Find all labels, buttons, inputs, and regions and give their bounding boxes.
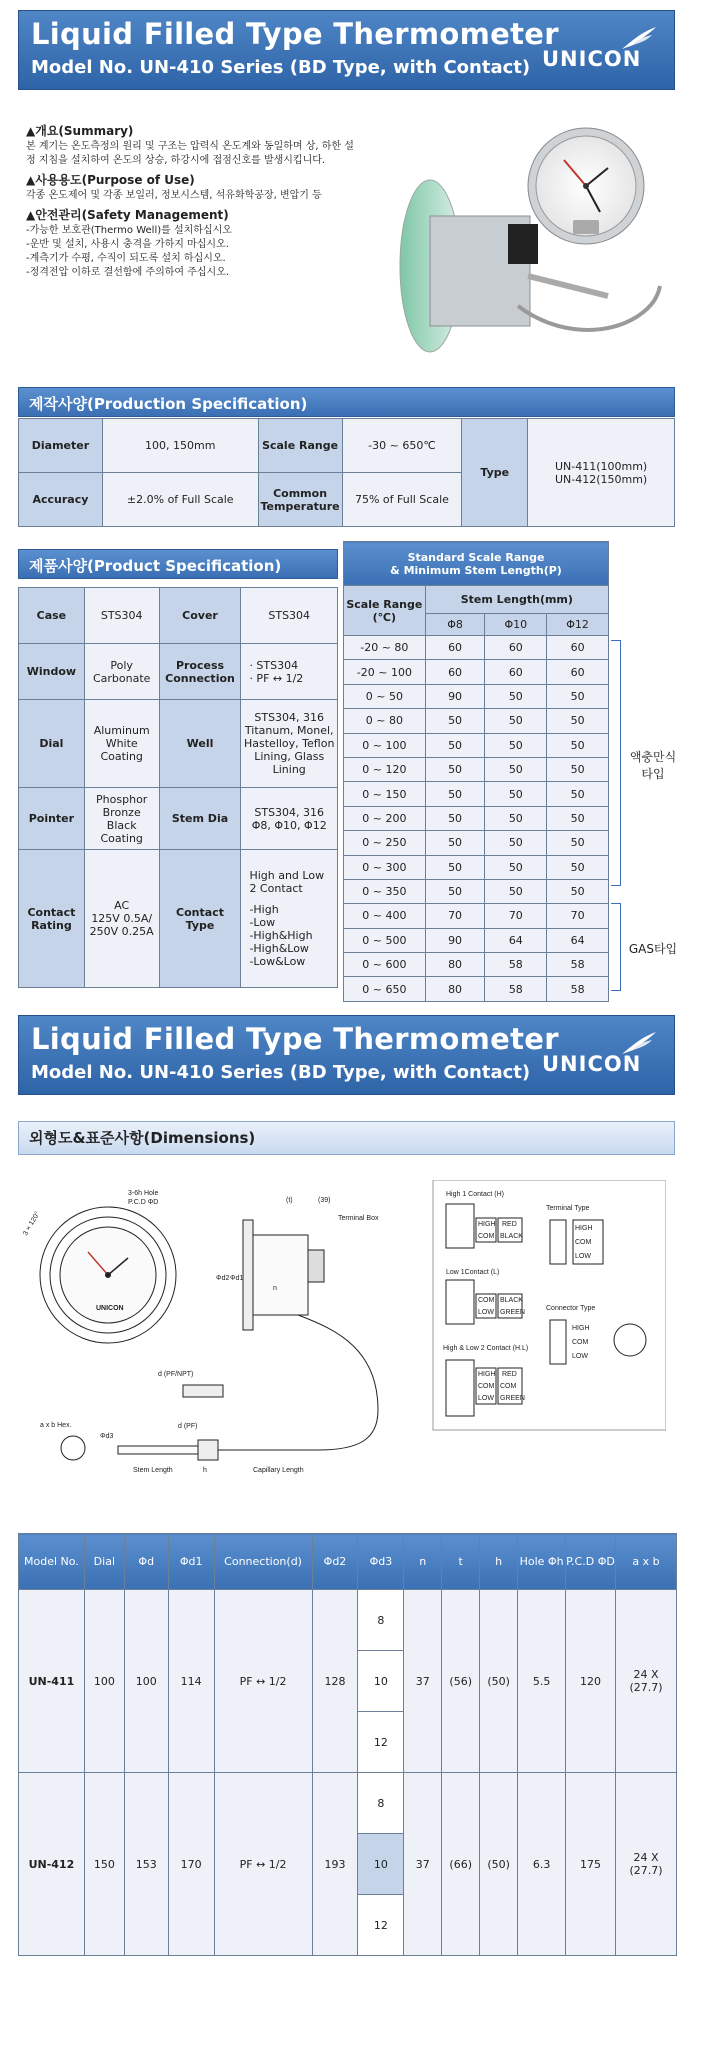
dim-cell-d3: 12 [358, 1895, 404, 1956]
diameter-label: Diameter [19, 419, 103, 473]
window-label: Window [19, 644, 85, 700]
liquid-type-label: 액충만식 타입 [629, 750, 677, 781]
dim-cell-d3: 8 [358, 1773, 404, 1834]
stem-length-cell: 50 [425, 831, 485, 855]
stem-length-cell: 50 [547, 831, 609, 855]
svg-text:UNICON: UNICON [96, 1305, 124, 1312]
page-subtitle: Model No. UN-410 Series (BD Type, with Contact) [31, 57, 531, 78]
safety-heading: ▲안전관리(Safety Management) [26, 208, 229, 222]
svg-text:GREEN: GREEN [500, 1395, 525, 1402]
product-spec-table [18, 587, 338, 988]
scale-row [344, 977, 609, 1001]
scale-range-table [343, 541, 609, 1002]
svg-text:HIGH: HIGH [478, 1371, 496, 1378]
safety-item: -정격전압 이하로 결선함에 주의하여 주십시오. [26, 267, 230, 278]
title-banner [18, 10, 675, 90]
scale-range-cell: 0 ~ 500 [344, 928, 426, 952]
svg-text:BLACK: BLACK [500, 1297, 523, 1304]
stem-length-cell: 80 [425, 977, 485, 1001]
stem-length-cell: 50 [485, 733, 547, 757]
svg-text:RED: RED [502, 1221, 517, 1228]
svg-text:RED: RED [502, 1371, 517, 1378]
dim-cell-d: 153 [124, 1773, 168, 1956]
svg-text:BLACK: BLACK [500, 1233, 523, 1240]
stem-dia-value: STS304, 316 Φ8, Φ10, Φ12 [241, 788, 338, 850]
scale-range-cell: 0 ~ 150 [344, 782, 426, 806]
stem-length-cell: 50 [547, 757, 609, 781]
scale-range-value: -30 ~ 650℃ [342, 419, 462, 473]
svg-text:3 × 120°: 3 × 120° [22, 1210, 42, 1238]
scale-range-cell: -20 ~ 80 [344, 636, 426, 660]
process-connection-label: Process Connection [159, 644, 241, 700]
page-title-2: Liquid Filled Type Thermometer [31, 1022, 559, 1056]
svg-text:Terminal Box: Terminal Box [338, 1215, 379, 1222]
scale-row [344, 953, 609, 977]
svg-text:COM: COM [572, 1339, 589, 1346]
stem-length-cell: 90 [425, 928, 485, 952]
common-temperature-label: Common Temperature [258, 473, 342, 527]
svg-text:P.C.D ΦD: P.C.D ΦD [128, 1199, 159, 1206]
dim-cell-ab: 24 X (27.7) [615, 1773, 676, 1956]
stem-length-cell: 64 [547, 928, 609, 952]
contact-rating-value: AC 125V 0.5A/ 250V 0.25A [84, 850, 159, 988]
contact-type-value: High and Low 2 Contact -High -Low -High&High -High&Low -Low&Low [241, 850, 338, 988]
dim-header-cell: n [404, 1534, 442, 1590]
pointer-value: Phosphor Bronze Black Coating [84, 788, 159, 850]
dimensions-header: 외형도&표준사항(Dimensions) [18, 1121, 675, 1155]
dim-cell-d2: 193 [312, 1773, 358, 1956]
svg-text:Stem Length: Stem Length [133, 1467, 173, 1474]
dim-header-cell: Φd1 [168, 1534, 214, 1590]
dim-header-cell: Φd2 [312, 1534, 358, 1590]
pointer-label: Pointer [19, 788, 85, 850]
dim-cell-dial: 150 [84, 1773, 124, 1956]
stem-length-cell: 50 [425, 806, 485, 830]
stem-length-cell: 50 [547, 684, 609, 708]
unicon-logo: UNICON [542, 45, 650, 75]
dim-cell-d1: 114 [168, 1590, 214, 1773]
scale-range-col-label: Scale Range (℃) [344, 586, 426, 636]
stem-length-cell: 50 [425, 782, 485, 806]
stem-length-cell: 50 [425, 879, 485, 903]
stem-length-cell: 58 [485, 953, 547, 977]
scale-row [344, 831, 609, 855]
stem-length-cell: 50 [547, 806, 609, 830]
well-value: STS304, 316 Titanum, Monel, Hastelloy, Teflon Lining, Glass Lining [241, 700, 338, 788]
stem-length-cell: 58 [485, 977, 547, 1001]
summary-text: 본 계기는 온도측정의 원리 및 구조는 압력식 온도계와 동일하며 상, 하한 설정 지침을 설치하여 온도의 상승, 하강시에 접점신호를 발생시킵니다. [26, 141, 354, 166]
stem-length-cell: 70 [547, 904, 609, 928]
stem-dia-label: Stem Dia [159, 788, 241, 850]
window-value: Poly Carbonate [84, 644, 159, 700]
scale-range-cell: 0 ~ 350 [344, 879, 426, 903]
gas-type-label: GAS타입 [628, 942, 678, 956]
dim-header-cell: Dial [84, 1534, 124, 1590]
thermometer-photo [368, 116, 668, 356]
scale-row [344, 757, 609, 781]
dim-cell-pcd: 175 [566, 1773, 616, 1956]
dim-row [19, 1590, 677, 1651]
scale-range-cell: 0 ~ 120 [344, 757, 426, 781]
unicon-logo-2: UNICON [542, 1050, 650, 1080]
dim-cell-pcd: 120 [566, 1590, 616, 1773]
svg-text:COM: COM [478, 1297, 495, 1304]
svg-text:(t): (t) [286, 1197, 293, 1204]
svg-text:COM: COM [478, 1233, 495, 1240]
dim-cell-ab: 24 X (27.7) [615, 1590, 676, 1773]
process-connection-value: · STS304 · PF ↔ 1/2 [241, 644, 338, 700]
svg-text:Connector Type: Connector Type [546, 1305, 596, 1312]
dim-cell-t: (66) [442, 1773, 480, 1956]
stem-length-cell: 70 [485, 904, 547, 928]
svg-text:LOW: LOW [572, 1353, 588, 1360]
stem-length-cell: 50 [485, 757, 547, 781]
scale-row [344, 928, 609, 952]
stem-length-cell: 50 [485, 684, 547, 708]
stem-length-cell: 60 [425, 636, 485, 660]
dim-header-cell: P.C.D ΦD [566, 1534, 616, 1590]
contact-rating-label: Contact Rating [19, 850, 85, 988]
scale-range-cell: -20 ~ 100 [344, 660, 426, 684]
svg-text:COM: COM [575, 1239, 592, 1246]
stem-length-cell: 80 [425, 953, 485, 977]
svg-text:Φd3: Φd3 [100, 1433, 114, 1440]
stem-length-cell: 50 [425, 757, 485, 781]
dim-cell-d3: 10 [358, 1651, 404, 1712]
scale-row [344, 660, 609, 684]
scale-row [344, 636, 609, 660]
accuracy-label: Accuracy [19, 473, 103, 527]
scale-row [344, 904, 609, 928]
scale-range-label: Scale Range [258, 419, 342, 473]
dial-label: Dial [19, 700, 85, 788]
dim-header-cell: Φd3 [358, 1534, 404, 1590]
scale-range-cell: 0 ~ 600 [344, 953, 426, 977]
type-value: UN-411(100mm) UN-412(150mm) [528, 419, 675, 527]
stem-length-cell: 58 [547, 977, 609, 1001]
dim-cell-n: 37 [404, 1773, 442, 1956]
safety-item: -가능한 보호관(Thermo Well)를 설치하십시오 [26, 225, 232, 236]
svg-text:Φd1: Φd1 [230, 1275, 244, 1282]
svg-text:d (PF/NPT): d (PF/NPT) [158, 1371, 194, 1378]
stem-length-cell: 50 [485, 782, 547, 806]
svg-text:n: n [273, 1285, 277, 1292]
scale-range-cell: 0 ~ 650 [344, 977, 426, 1001]
svg-text:LOW: LOW [478, 1309, 494, 1316]
scale-range-cell: 0 ~ 300 [344, 855, 426, 879]
purpose-heading: ▲사용용도(Purpose of Use) [26, 173, 195, 187]
scale-range-cell: 0 ~ 50 [344, 684, 426, 708]
svg-text:High & Low 2 Contact (H.L): High & Low 2 Contact (H.L) [443, 1345, 529, 1352]
stem-length-cell: 64 [485, 928, 547, 952]
gas-bracket [611, 903, 621, 991]
stem-length-cell: 70 [425, 904, 485, 928]
dim-cell-d3: 8 [358, 1590, 404, 1651]
dim-header-cell: Connection(d) [214, 1534, 312, 1590]
safety-item: -계측기가 수평, 수직이 되도록 설치 하십시오. [26, 253, 226, 264]
col-phi10: Φ10 [485, 614, 547, 636]
svg-text:GREEN: GREEN [500, 1309, 525, 1316]
stem-length-cell: 60 [485, 660, 547, 684]
dim-cell-dial: 100 [84, 1590, 124, 1773]
scale-row [344, 684, 609, 708]
svg-text:Terminal Type: Terminal Type [546, 1205, 590, 1212]
stem-length-cell: 50 [547, 733, 609, 757]
stem-length-cell: 50 [485, 709, 547, 733]
dim-row [19, 1773, 677, 1834]
scale-row [344, 855, 609, 879]
col-phi8: Φ8 [425, 614, 485, 636]
liquid-bracket [611, 640, 621, 886]
dim-cell-d1: 170 [168, 1773, 214, 1956]
cover-label: Cover [159, 588, 241, 644]
cover-value: STS304 [241, 588, 338, 644]
svg-text:a x b Hex.: a x b Hex. [40, 1422, 72, 1429]
accuracy-value: ±2.0% of Full Scale [102, 473, 258, 527]
svg-text:HIGH: HIGH [572, 1325, 590, 1332]
dim-header-cell: a x b [615, 1534, 676, 1590]
scale-row [344, 782, 609, 806]
stem-length-cell: 50 [547, 782, 609, 806]
svg-text:LOW: LOW [575, 1253, 591, 1260]
purpose-text: 각종 온도제어 및 각종 보일러, 정보시스템, 석유화학공장, 변압기 등 [26, 190, 322, 201]
dim-cell-conn: PF ↔ 1/2 [214, 1590, 312, 1773]
diameter-value: 100, 150mm [102, 419, 258, 473]
scale-range-cell: 0 ~ 100 [344, 733, 426, 757]
svg-text:Capillary Length: Capillary Length [253, 1467, 304, 1474]
dial-value: Aluminum White Coating [84, 700, 159, 788]
scale-table-title: Standard Scale Range & Minimum Stem Length(P) [344, 542, 609, 586]
dim-header-cell: h [480, 1534, 518, 1590]
title-banner-2 [18, 1015, 675, 1095]
dim-cell-model: UN-412 [19, 1773, 85, 1956]
dim-cell-n: 37 [404, 1590, 442, 1773]
dim-cell-d: 100 [124, 1590, 168, 1773]
dim-cell-d2: 128 [312, 1590, 358, 1773]
svg-text:Φd2: Φd2 [216, 1275, 230, 1282]
scale-range-cell: 0 ~ 200 [344, 806, 426, 830]
stem-length-cell: 50 [485, 806, 547, 830]
dim-cell-hole: 6.3 [518, 1773, 566, 1956]
svg-text:COM: COM [500, 1383, 517, 1390]
stem-length-cell: 50 [485, 879, 547, 903]
case-value: STS304 [84, 588, 159, 644]
svg-text:HIGH: HIGH [478, 1221, 496, 1228]
dim-cell-d3: 10 [358, 1834, 404, 1895]
scale-row [344, 709, 609, 733]
scale-row [344, 733, 609, 757]
well-label: Well [159, 700, 241, 788]
common-temperature-value: 75% of Full Scale [342, 473, 462, 527]
dim-header-cell: Φd [124, 1534, 168, 1590]
dim-cell-hole: 5.5 [518, 1590, 566, 1773]
stem-length-cell: 60 [547, 636, 609, 660]
scale-range-cell: 0 ~ 250 [344, 831, 426, 855]
svg-text:High 1 Contact (H): High 1 Contact (H) [446, 1191, 504, 1198]
stem-length-cell: 50 [485, 855, 547, 879]
dim-cell-t: (56) [442, 1590, 480, 1773]
scale-row [344, 806, 609, 830]
stem-length-cell: 90 [425, 684, 485, 708]
dim-cell-h: (50) [480, 1773, 518, 1956]
page-title: Liquid Filled Type Thermometer [31, 17, 559, 51]
page-subtitle-2: Model No. UN-410 Series (BD Type, with Contact) [31, 1062, 531, 1083]
svg-text:COM: COM [478, 1383, 495, 1390]
dim-header-cell: Hole Φh [518, 1534, 566, 1590]
production-spec-header: 제작사양(Production Specification) [18, 387, 675, 417]
summary-section [26, 124, 356, 280]
stem-length-cell: 60 [547, 660, 609, 684]
stem-length-cell: 50 [425, 709, 485, 733]
scale-range-cell: 0 ~ 80 [344, 709, 426, 733]
type-label: Type [462, 419, 528, 527]
scale-row [344, 879, 609, 903]
svg-text:HIGH: HIGH [575, 1225, 593, 1232]
scale-range-cell: 0 ~ 400 [344, 904, 426, 928]
stem-length-cell: 58 [547, 953, 609, 977]
svg-text:LOW: LOW [478, 1395, 494, 1402]
stem-length-cell: 60 [485, 636, 547, 660]
stem-length-cell: 50 [547, 855, 609, 879]
dim-cell-d3: 12 [358, 1712, 404, 1773]
dim-cell-h: (50) [480, 1590, 518, 1773]
svg-text:Low 1Contact (L): Low 1Contact (L) [446, 1269, 500, 1276]
dim-cell-model: UN-411 [19, 1590, 85, 1773]
dim-header-cell: Model No. [19, 1534, 85, 1590]
stem-length-col-label: Stem Length(mm) [425, 586, 608, 614]
svg-text:d (PF): d (PF) [178, 1423, 198, 1430]
svg-text:h: h [203, 1467, 207, 1474]
dim-header-cell: t [442, 1534, 480, 1590]
svg-text:(39): (39) [318, 1197, 331, 1204]
stem-length-cell: 50 [547, 879, 609, 903]
col-phi12: Φ12 [547, 614, 609, 636]
stem-length-cell: 50 [425, 855, 485, 879]
production-spec-table [18, 418, 675, 527]
case-label: Case [19, 588, 85, 644]
contact-type-label: Contact Type [159, 850, 241, 988]
svg-text:3-6h Hole: 3-6h Hole [128, 1190, 159, 1197]
stem-length-cell: 50 [425, 733, 485, 757]
summary-heading: ▲개요(Summary) [26, 124, 134, 138]
dim-cell-conn: PF ↔ 1/2 [214, 1773, 312, 1956]
safety-item: -운반 및 설치, 사용시 충격을 가하지 마십시오. [26, 239, 229, 250]
stem-length-cell: 50 [485, 831, 547, 855]
dimension-drawing [18, 1180, 666, 1490]
product-spec-header: 제품사양(Product Specification) [18, 549, 338, 579]
stem-length-cell: 60 [425, 660, 485, 684]
stem-length-cell: 50 [547, 709, 609, 733]
dimension-table [18, 1533, 677, 1956]
